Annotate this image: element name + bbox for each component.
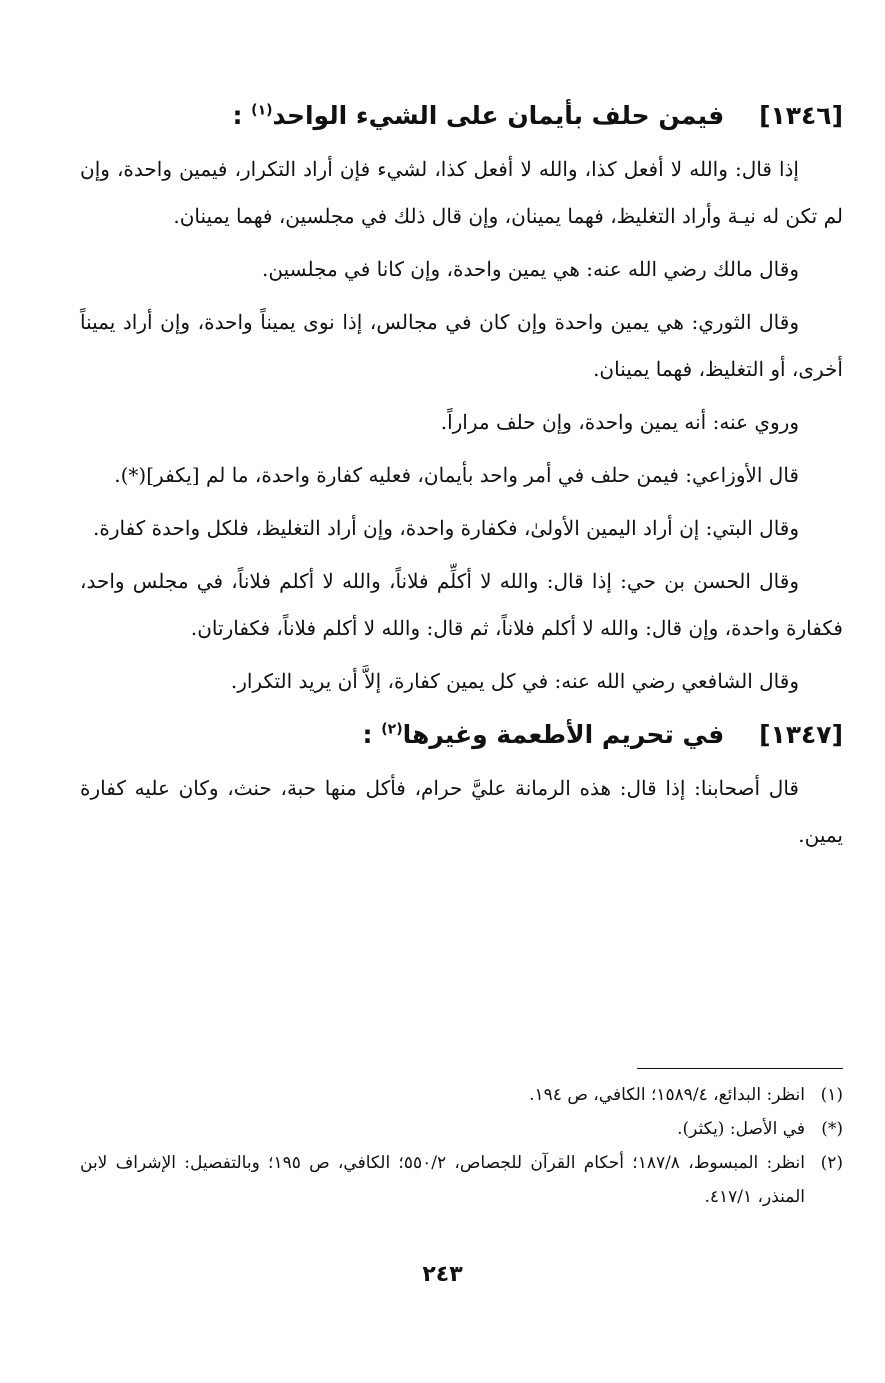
page-number: ٢٤٣ <box>422 1262 463 1287</box>
footnote-ref-2: (٢) <box>381 721 403 738</box>
footnote-ref-1: (١) <box>251 102 273 119</box>
footnote-number: (١) <box>820 1085 843 1105</box>
footnote-item <box>80 1112 843 1146</box>
heading-colon: : <box>232 101 243 130</box>
footnote-divider <box>637 1068 843 1069</box>
paragraph: وقال مالك رضي الله عنه: هي يمين واحدة، وإن كانا في مجلسين. <box>262 257 799 281</box>
section-title: فيمن حلف بأيمان على الشيء الواحد <box>272 101 725 130</box>
heading-colon: : <box>362 720 373 749</box>
section-heading-1346 <box>80 96 843 136</box>
footnote-text: في الأصل: (يكثر). <box>677 1119 805 1139</box>
section-number: [١٣٤٧] <box>759 720 843 749</box>
footnote-number: (*) <box>821 1119 843 1139</box>
paragraph: إذا قال: والله لا أفعل كذا، والله لا أفعل كذا، لشيء فإن أراد التكرار، فيمين واحدة، وإن لم تكن له نيـة وأراد التغليظ، فهما يمينان، وإن قال ذلك في مجلسين، فهما يمينان. <box>80 157 843 228</box>
footnotes <box>80 1078 843 1214</box>
paragraph: وقال الشافعي رضي الله عنه: في كل يمين كفارة، إلاَّ أن يريد التكرار. <box>230 669 799 693</box>
paragraph: وقال الثوري: هي يمين واحدة وإن كان في مجالس، إذا نوى يميناً واحدة، وإن أراد يميناً أخرى، أو التغليظ، فهما يمينان. <box>80 310 843 381</box>
paragraph: قال أصحابنا: إذا قال: هذه الرمانة عليَّ حرام، فأكل منها حبة، حنث، وكان عليه كفارة يمين. <box>80 776 843 847</box>
footnote-item <box>80 1078 843 1112</box>
section-heading-1347 <box>80 715 843 755</box>
footnote-item <box>80 1146 843 1214</box>
section-number: [١٣٤٦] <box>759 101 843 130</box>
footnote-number: (٢) <box>820 1153 843 1173</box>
paragraph: وقال البتي: إن أراد اليمين الأولىٰ، فكفارة واحدة، وإن أراد التغليظ، فلكل واحدة كفارة. <box>92 516 799 540</box>
paragraph: وروي عنه: أنه يمين واحدة، وإن حلف مراراً. <box>440 410 799 434</box>
paragraph: وقال الحسن بن حي: إذا قال: والله لا أكلِّم فلاناً، والله لا أكلم فلاناً، في مجلس واحد، فكفارة واحدة، وإن قال: والله لا أكلم فلاناً، ثم قال: والله لا أكلم فلاناً، فكفارتان. <box>80 569 843 640</box>
section-title: في تحريم الأطعمة وغيرها <box>402 720 725 749</box>
footnote-text: انظر: البدائع، ١٥٨٩/٤؛ الكافي، ص ١٩٤. <box>529 1085 805 1105</box>
main-text <box>80 96 843 865</box>
paragraph: قال الأوزاعي: فيمن حلف في أمر واحد بأيمان، فعليه كفارة واحدة، ما لم [يكفر](*). <box>114 463 799 487</box>
footnote-text: انظر: المبسوط، ١٨٧/٨؛ أحكام القرآن للجصاص، ٥٥٠/٢؛ الكافي، ص ١٩٥؛ وبالتفصيل: الإشراف لابن المنذر، ٤١٧/١. <box>80 1153 805 1207</box>
